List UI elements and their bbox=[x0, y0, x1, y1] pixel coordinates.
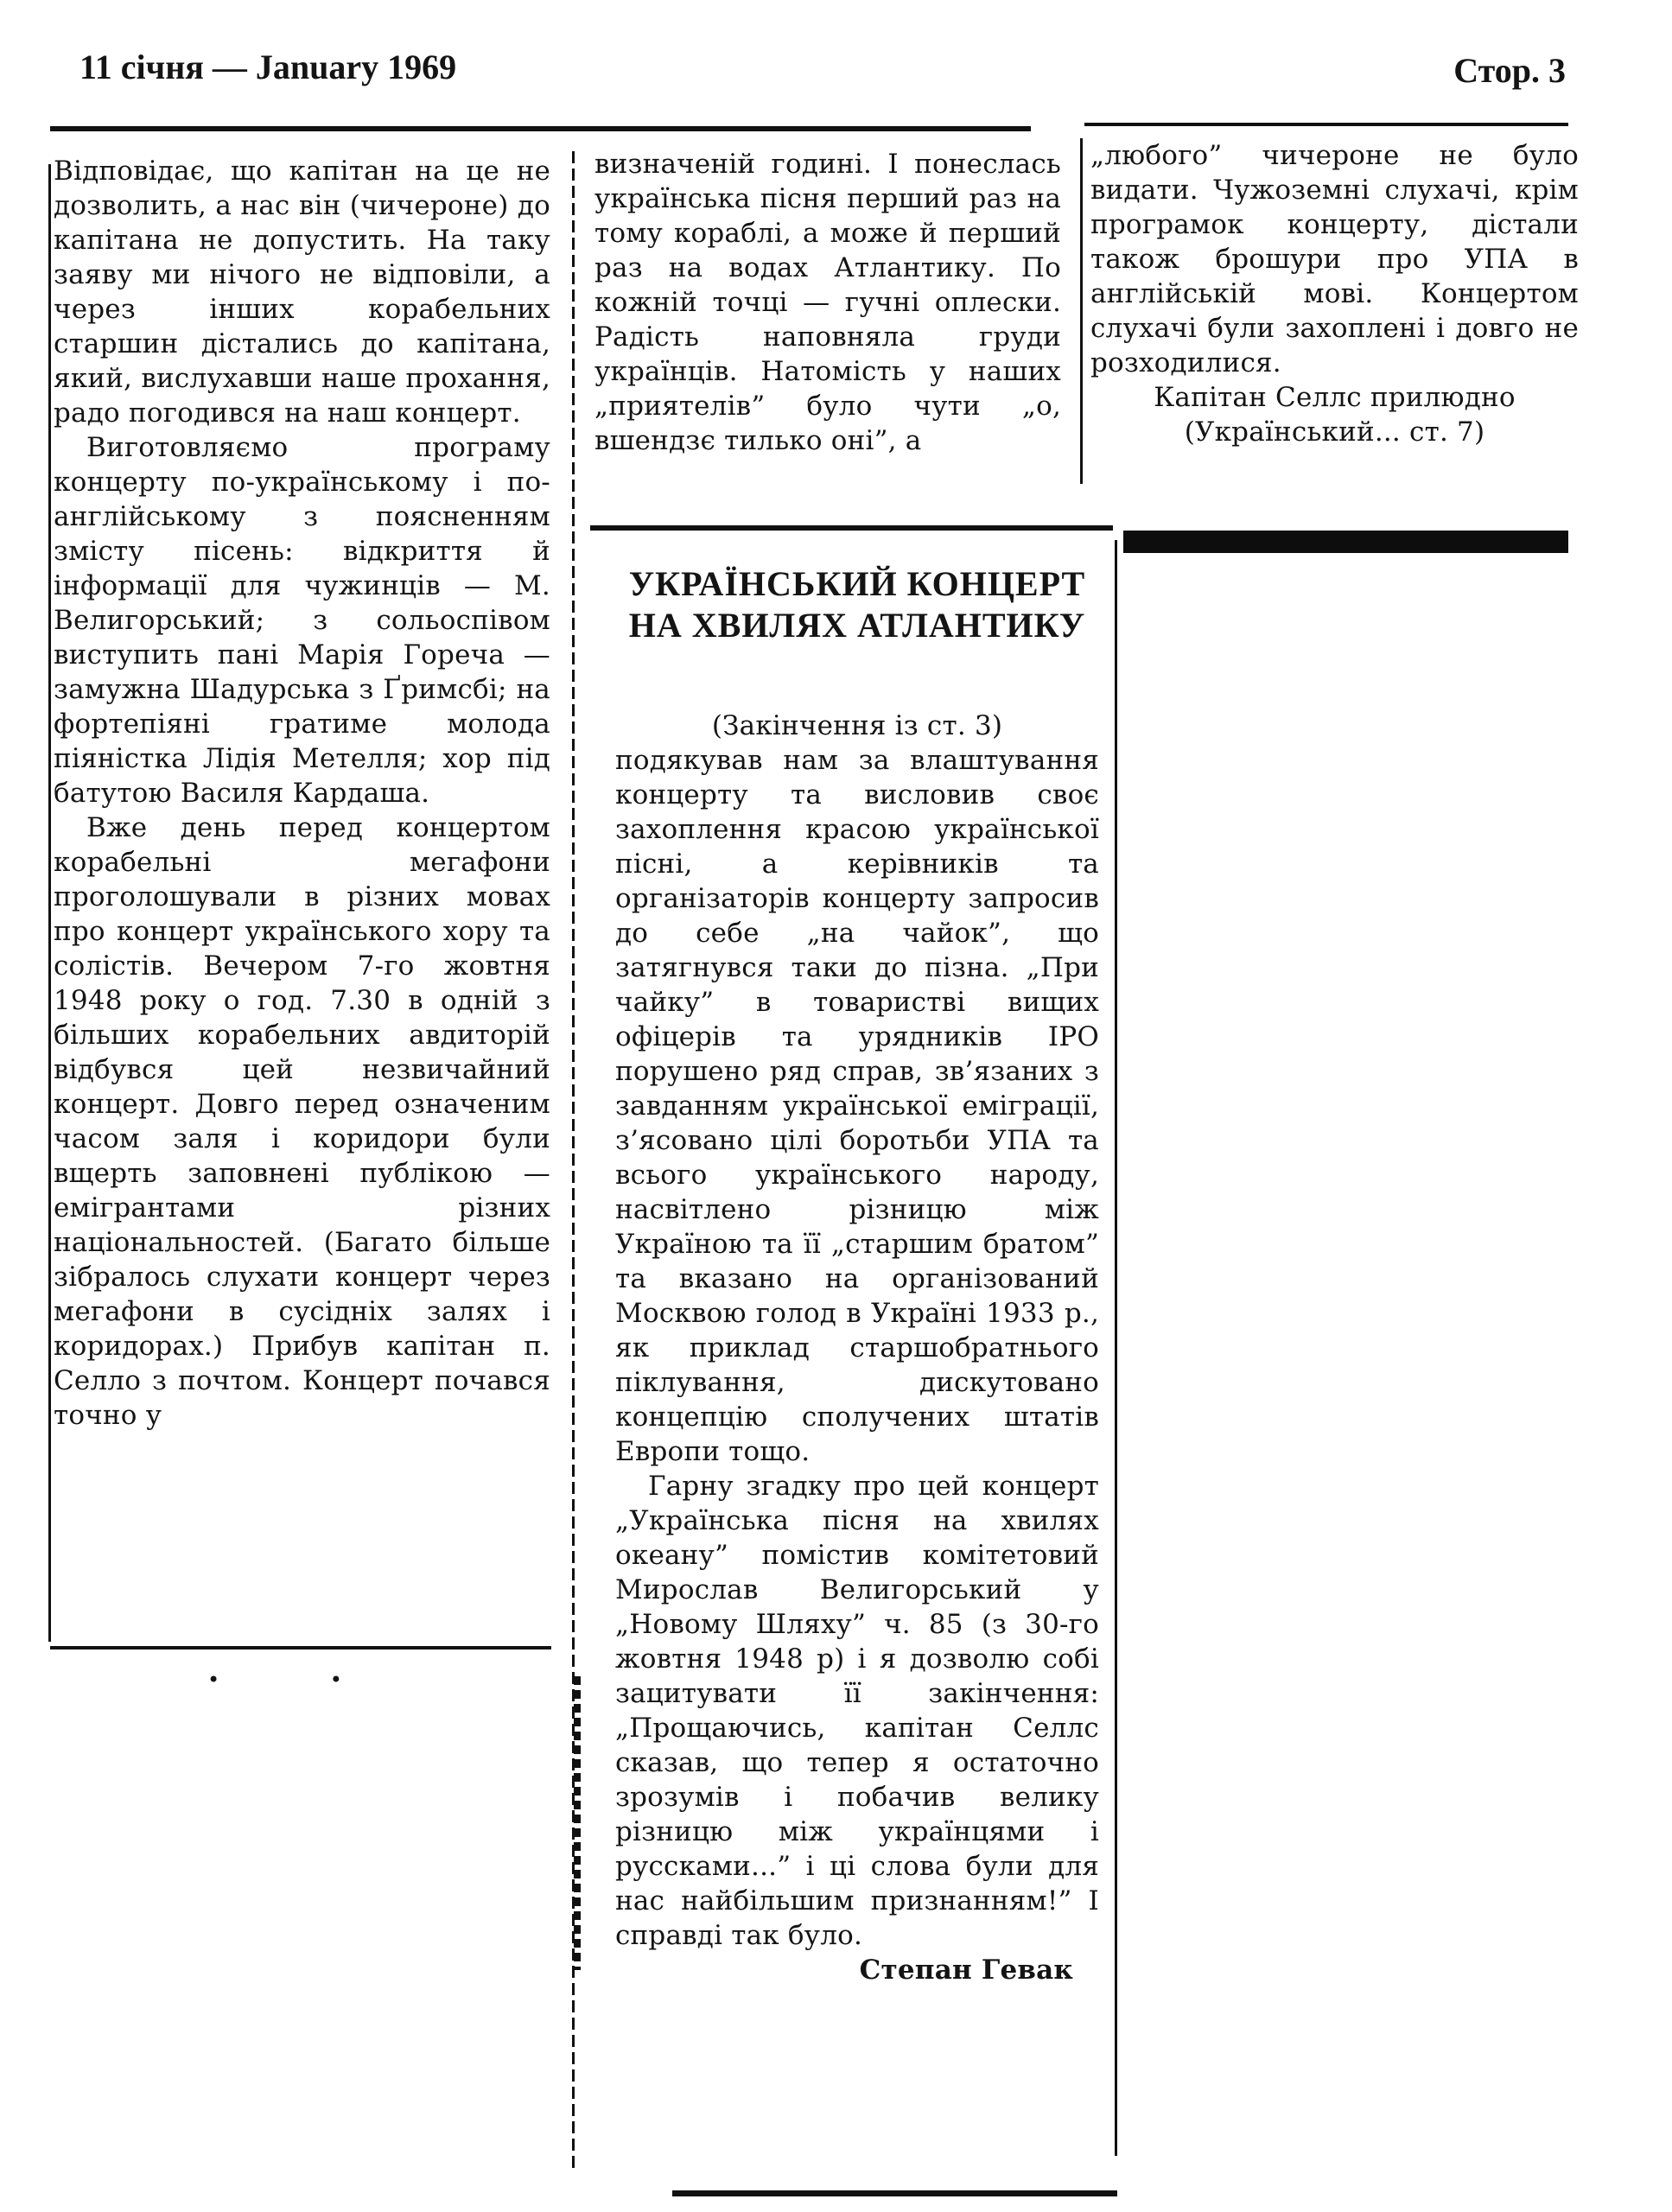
col1-paragraph-3: Вже день перед концертом корабельні мегафони проголошували в різних мовах про концерт українського хору та солістів. Вечером 7-го жовтня 1948 року о год. 7.30 в одній з більших корабельних авдиторій відбувся цей незвичайний концерт. Довго перед означеним часом заля і коридори були вщерть заповнені публікою — емігрантами різних національностей. (Багато більше зібралось слухати концерт через мегафони в сусідніх залях і коридорах.) Прибув капітан п. Селло з почтом. Концерт почався точно у bbox=[54, 812, 550, 1431]
article-paragraph-1: подякував нам за влаштування концерту та висловив своє захоплення красою української пісні, а керівників та організаторів концерту запросив до себе „на чайок”, що затягнувся таки до пізна. „При чайку” в товаристві вищих офіцерів та урядників ІРО порушено ряд справ, зв’язаних з завданням української еміграції, з’ясовано цілі боротьби УПА та всього українського народу, насвітлено різницю між Україною та її „старшим братом” та вказано на організований Москвою голод в Україні 1933 р., як приклад старшобратнього піклування, дискутовано концепцію сполучених штатів Европи тощо. bbox=[615, 745, 1099, 1467]
article-top-rule bbox=[590, 525, 1113, 531]
decorative-dots: • • bbox=[207, 1668, 394, 1692]
column-rule-left bbox=[48, 164, 51, 1642]
column-1 bbox=[54, 154, 550, 1433]
article-body bbox=[615, 709, 1099, 1987]
page-number: Стор. 3 bbox=[1453, 51, 1566, 90]
col1-paragraph-1: Відповідає, що капітан на це не дозволить, а нас він (чичероне) до капітана не допустить. На таку заяву ми нічого не відповіли, а через інших корабельних старшин дістались до капітана, який, вислухавши наше прохання, радо погодився на наш концерт. bbox=[54, 156, 550, 429]
column-3 bbox=[1090, 138, 1579, 449]
col2-paragraph-1: визначеній годині. І понеслась українська пісня перший раз на тому кораблі, а може й перший раз на водах Атлантику. По кожній точці — гучні оплески. Радість наповняла груди українців. Натомість у наших „приятелів” було чути „о, вшендзє тилько оні”, а bbox=[594, 149, 1061, 456]
column-rule-right bbox=[1080, 138, 1083, 484]
article-bottom-rule bbox=[672, 2190, 1117, 2196]
article-signature: Степан Гевак bbox=[859, 1955, 1073, 1986]
article-rule-right bbox=[1115, 540, 1117, 2156]
page-date-header: 11 січня — January 1969 bbox=[79, 48, 457, 86]
article-continued-note: (Закінчення із ст. 3) bbox=[711, 710, 1003, 741]
column-2 bbox=[594, 147, 1061, 458]
column-1-end-rule bbox=[50, 1646, 551, 1649]
col1-paragraph-2: Виготовляємо програму концерту по-українському і по-англійському з поясненням змісту пісень: відкриття й інформації для чужинців — М. Велигорський; з сольоспівом виступить пані Марія Гореча — замужна Шадурська з Ґримсбі; на фортепіяні гратиме молода піяністка Лідія Метелля; хор під батутою Василя Кардаша. bbox=[54, 432, 550, 809]
column-rule-wavy bbox=[574, 1676, 581, 1970]
black-band-rule bbox=[1123, 531, 1568, 553]
article-title: УКРАЇНСЬКИЙ КОНЦЕРТ НА ХВИЛЯХ АТЛАНТИКУ bbox=[628, 564, 1086, 645]
header-rule bbox=[50, 126, 1031, 131]
header-rule-right bbox=[1084, 123, 1568, 126]
col3-paragraph-1: „любого” чичероне не було видати. Чужоземні слухачі, крім програмок концерту, дістали також брошури про УПА в англійській мові. Концертом слухачі були захоплені і довго не розходилися. bbox=[1090, 140, 1579, 378]
col3-paragraph-2: Капітан Селлс прилюдно bbox=[1154, 382, 1516, 413]
article-paragraph-2: Гарну згадку про цей концерт „Українська пісня на хвилях океану” помістив комітетовий Мирослав Велигорський у „Новому Шляху” ч. 85 (з 30-го жовтня 1948 р) і я дозволю собі зацитувати її закінчення: „Прощаючись, капітан Селлс сказав, що тепер я остаточно зрозумів і побачив велику різницю між українцями і руссками...” і ці слова були для нас найбільшим признанням!” І справді так було. bbox=[615, 1471, 1099, 1951]
col3-continuation-ref: (Український... ст. 7) bbox=[1184, 416, 1485, 448]
